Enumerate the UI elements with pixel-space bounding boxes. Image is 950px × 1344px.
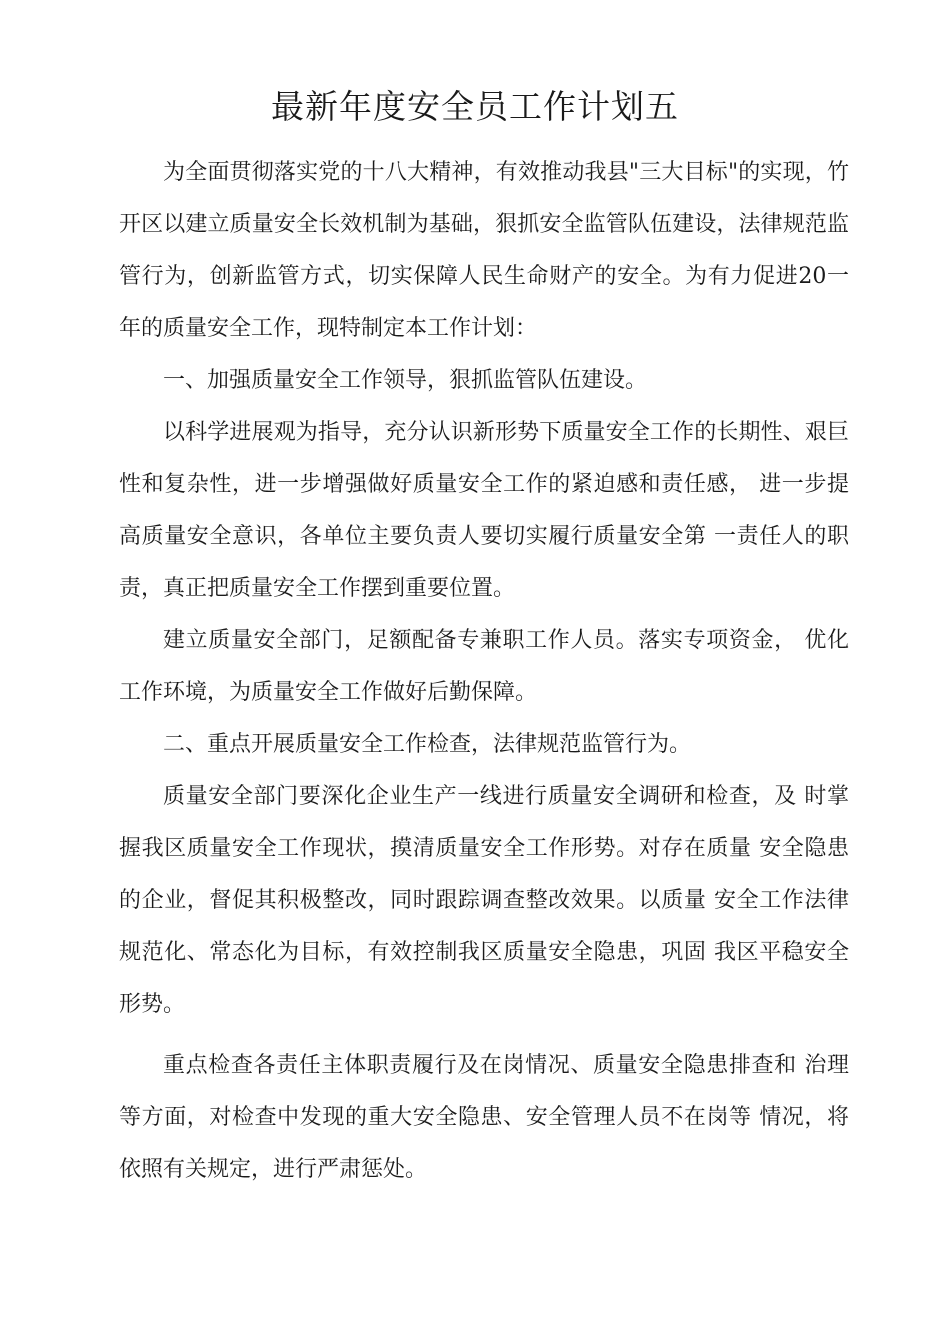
paragraph-heading-1: 一、加强质量安全工作领导，狠抓监管队伍建设。 bbox=[163, 368, 648, 393]
paragraph-inspection: 质量安全部门要深化企业生产一线进行质量安全调研和检查，及 时掌握我区质量安全工作现状，摸清质量安全工作形势。对存在质量 安全隐患的企业，督促其积极整改，同时跟踪调查整改效果。以质量 安全工作法律规范化、常态化为目标，有效控制我区质量安全隐患，巩固 我区平稳安全形势。 bbox=[119, 784, 849, 1017]
paragraph-department: 建立质量安全部门，足额配备专兼职工作人员。落实专项资金， 优化工作环境，为质量安全工作做好后勤保障。 bbox=[119, 628, 849, 705]
paragraph-heading-2: 二、重点开展质量安全工作检查，法律规范监管行为。 bbox=[163, 732, 692, 757]
paragraph-leadership: 以科学进展观为指导，充分认识新形势下质量安全工作的长期性、艰巨性和复杂性，进一步增强做好质量安全工作的紧迫感和责任感， 进一步提高质量安全意识，各单位主要负责人要切实履行质量安全第 一责任人的职责，真正把质量安全工作摆到重要位置。 bbox=[119, 420, 849, 601]
document-body bbox=[119, 147, 849, 1196]
document-title: 最新年度安全员工作计划五 bbox=[271, 87, 679, 126]
paragraph-key-checks: 重点检查各责任主体职责履行及在岗情况、质量安全隐患排查和 治理等方面，对检查中发现的重大安全隐患、安全管理人员不在岗等 情况，将依照有关规定，进行严肃惩处。 bbox=[119, 1053, 849, 1182]
paragraph-intro: 为全面贯彻落实党的十八大精神，有效推动我县"三大目标"的实现，竹开区以建立质量安全长效机制为基础，狠抓安全监管队伍建设，法律规范监管行为，创新监管方式，切实保障人民生命财产的安全。为有力促进20一年的质量安全工作，现特制定本工作计划： bbox=[119, 160, 849, 341]
